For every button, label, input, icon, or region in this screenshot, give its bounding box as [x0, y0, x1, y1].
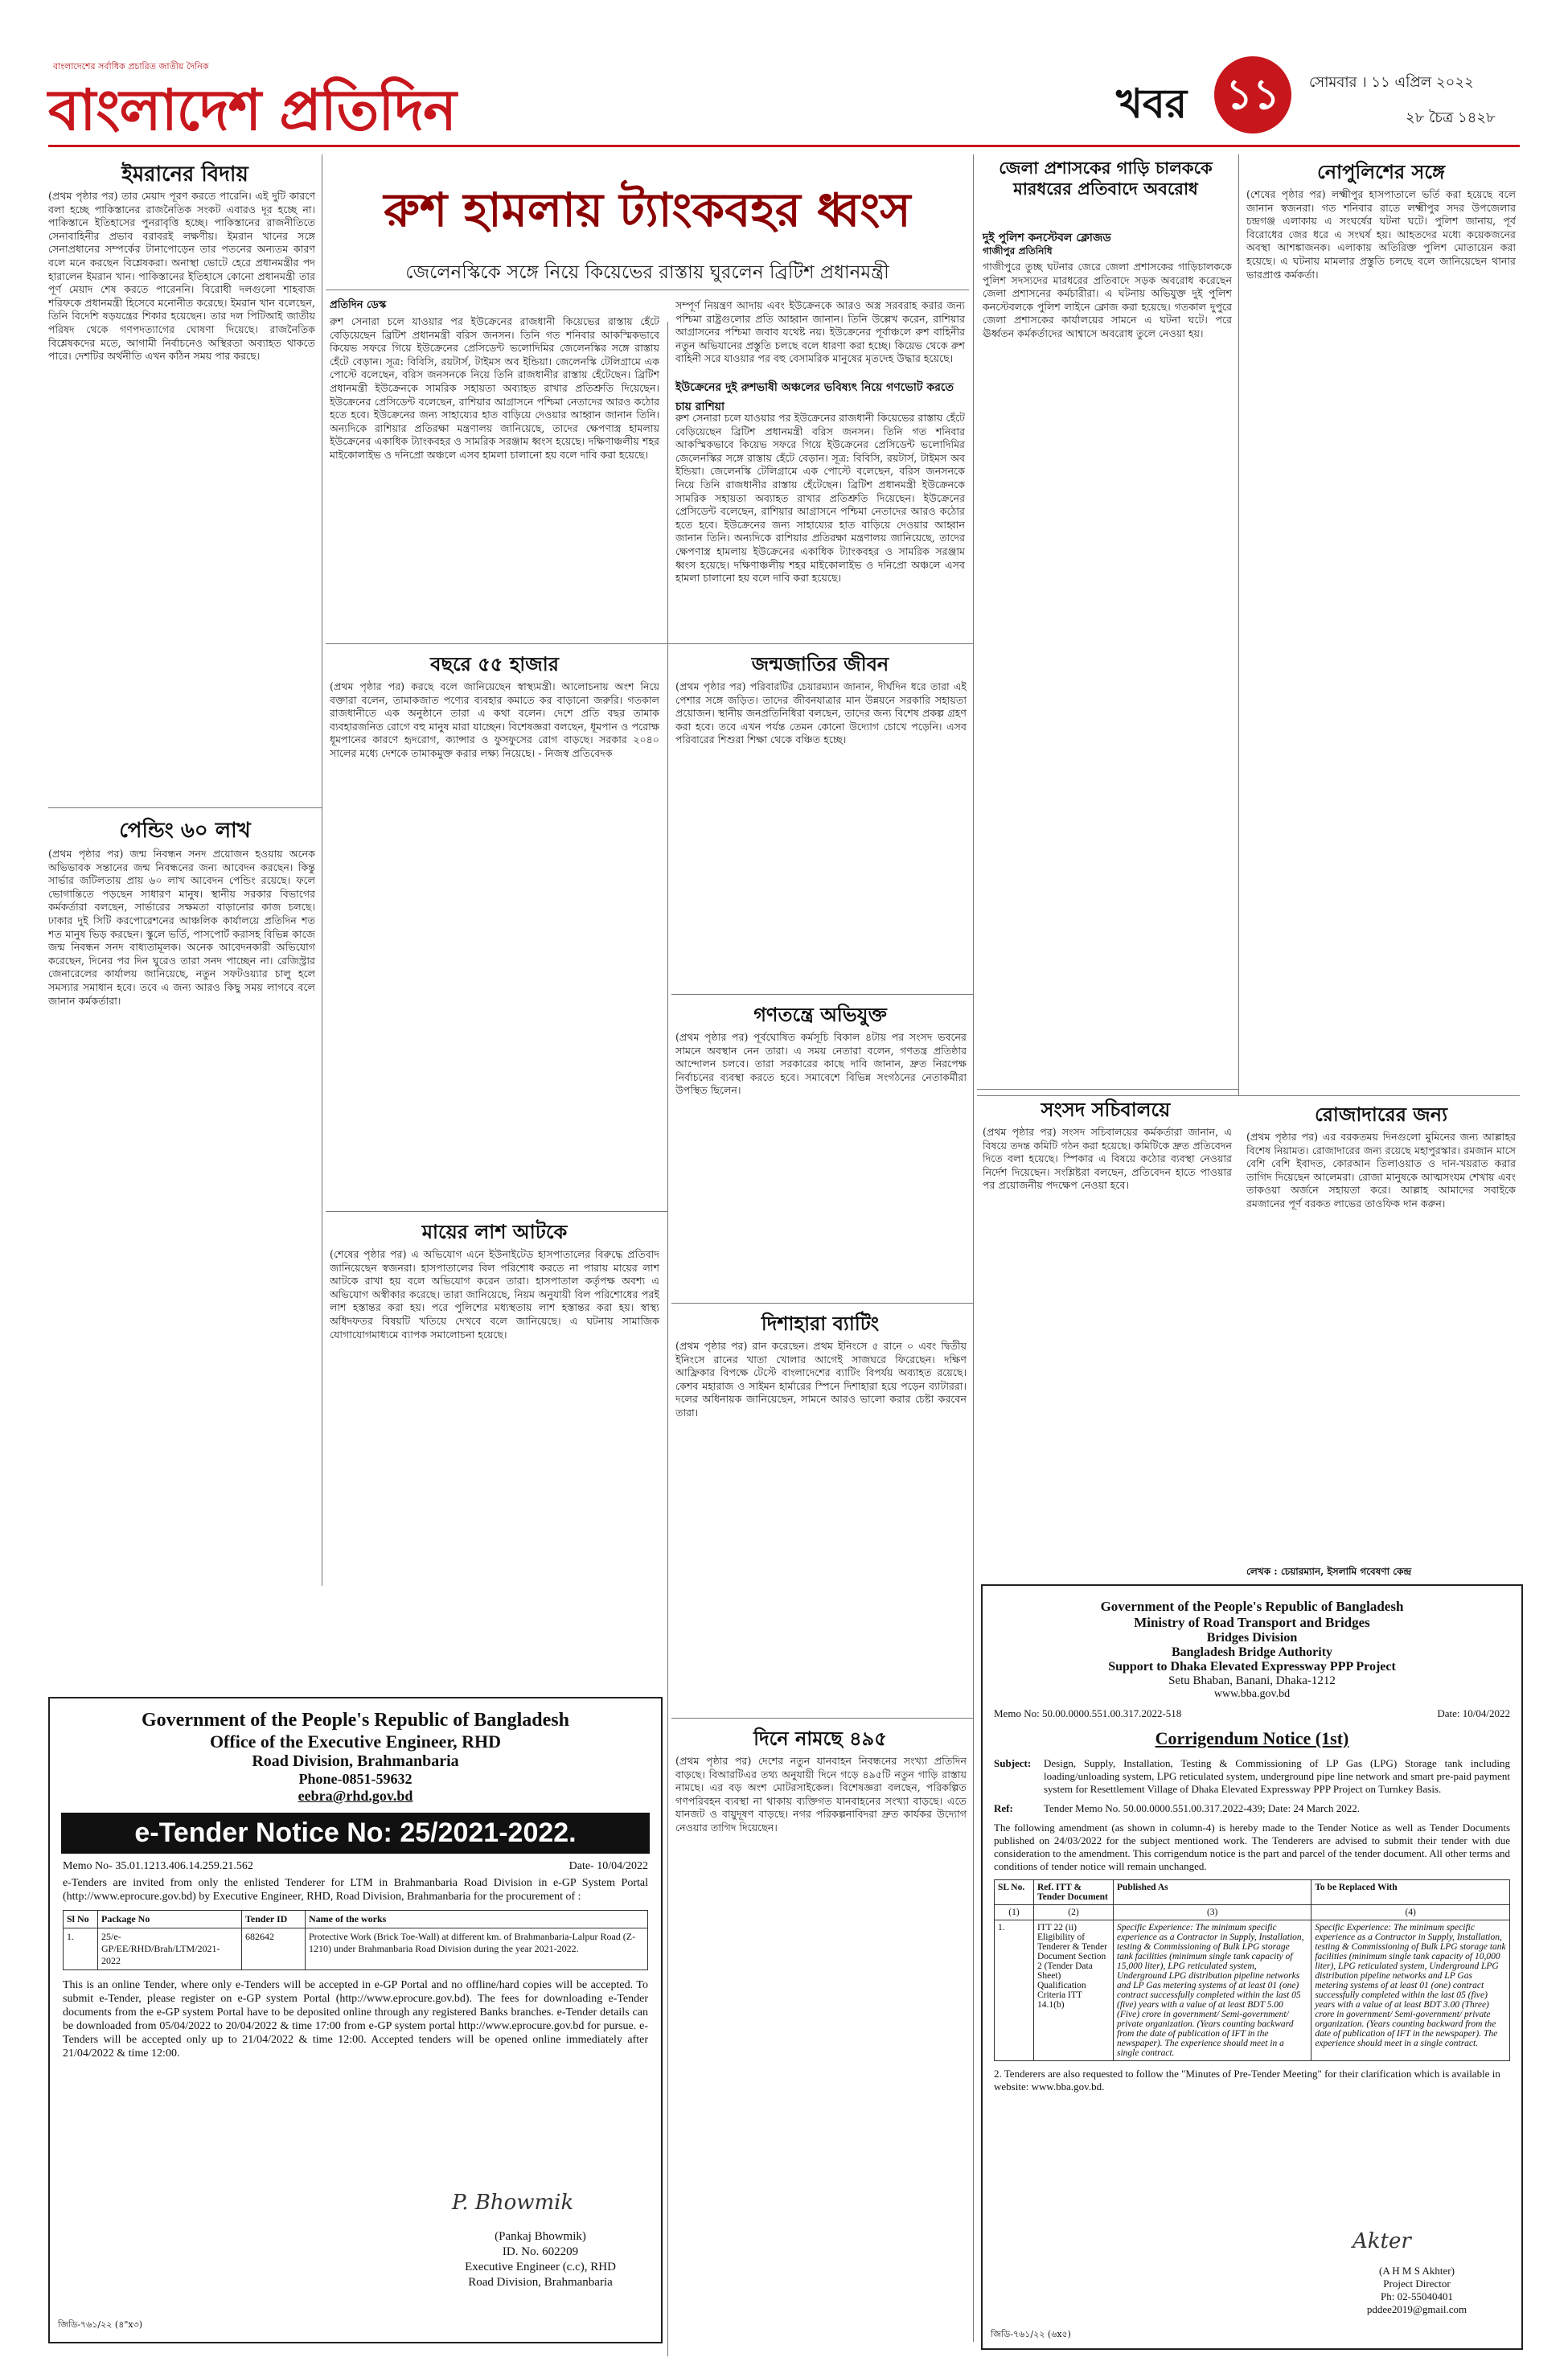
table-header: Tender ID	[242, 1911, 306, 1928]
story-body-dc-driver: গাজীপুরে তুচ্ছ ঘটনার জেরে জেলা প্রশাসকের গাড়িচালককে পুলিশ সদস্যদের মারধরের প্রতিবাদে সড়ক অবরোধ করেছেন জেলা প্রশাসনের কর্মচারীরা। এ ঘটনায় অভিযুক্ত দুই পুলিশ কনস্টেবলকে পুলিশ লাইনে ক্লোজ করা হয়েছে। গতকাল দুপুরে জেলা প্রশাসকের কার্যালয়ের সামনে এ ঘটনা ঘটে। পরে ঊর্ধ্বতন কর্মকর্তাদের আশ্বাসে অবরোধ তুলে নেওয়া হয়।	[983, 261, 1232, 339]
table-column-number: (3)	[1114, 1905, 1311, 1920]
main-subheadline: জেলেনস্কিকে সঙ্গে নিয়ে কিয়েভের রাস্তায় ঘুরলেন ব্রিটিশ প্রধানমন্ত্রী	[405, 262, 889, 283]
header-rule	[48, 145, 1520, 147]
section-name: খবর	[1116, 80, 1188, 127]
story-divider	[977, 1095, 1520, 1096]
memo-number: Memo No- 35.01.1213.406.14.259.21.562	[63, 1860, 253, 1872]
table-cell: 25/e-GP/EE/RHD/Brah/LTM/2021-2022	[98, 1928, 242, 1970]
ad-govt-line: Government of the People's Republic of Bangladesh	[1100, 1599, 1404, 1614]
story-divider	[326, 1211, 667, 1212]
ad-email: eebra@rhd.gov.bd	[298, 1788, 413, 1804]
signer-title: Project Director	[1383, 2277, 1451, 2290]
ad-phone: Phone-0851-59632	[298, 1771, 413, 1787]
story-title-mother-body: মায়ের লাশ আটকে	[421, 1221, 568, 1243]
table-header: Ref. ITT & Tender Document	[1034, 1880, 1114, 1905]
main-story-body-2: রুশ সেনারা চলে যাওয়ার পর ইউক্রেনের রাজধানী কিয়েভের রাস্তায় হেঁটে বেড়িয়েছেন ব্রিটিশ প্রধানমন্ত্রী বরিস জনসন। তিনি গত শনিবার আকস্মিকভাবে কিয়েভ সফরে গিয়ে ইউক্রেনের প্রেসিডেন্ট ভলোদিমির জেলেনস্কির সঙ্গে রাস্তায় হেঁটে বেড়ান। সূত্র: বিবিসি, রয়টার্স, টাইমস অব ইন্ডিয়া। জেলেনস্কি টেলিগ্রামে এক পোস্টে বলেছেন, বরিস জনসনকে নিয়ে তিনি রাজধানীর রাস্তায় হেঁটেছেন। ব্রিটিশ প্রধানমন্ত্রী ইউক্রেনকে সামরিক সহায়তা অব্যাহত রাখার প্রতিশ্রুতি দিয়েছেন। ইউক্রেনের প্রেসিডেন্ট বলেছেন, রাশিয়ার আগ্রাসনে পশ্চিমা নেতাদের আরও কঠোর হতে হবে। ইউক্রেনের জন্য সাহায্যের হাত বাড়িয়ে দেওয়ার আহ্বান জানান তিনি। অন্যদিকে রাশিয়ার প্রতিরক্ষা মন্ত্রণালয় জানিয়েছে, তাদের ক্ষেপণাস্ত্র হামলায় ইউক্রেনের একাধিক ট্যাংকবহর ও সামরিক সরঞ্জাম ধ্বংস হয়েছে। দক্ষিণাঞ্চলীয় শহর মাইকোলাইভ ও দনিপ্রো অঞ্চলে এসব হামলা চালানো হয় বলে দাবি করা হয়েছে।	[675, 412, 965, 585]
ref-label: Ref:	[994, 1802, 1013, 1814]
story-body-mother-body: (শেষের পৃষ্ঠার পর) এ অভিযোগ এনে ইউনাইটেড হাসপাতালের বিরুদ্ধে প্রতিবাদ জানিয়েছেন স্বজনরা। হাসপাতালের বিল পরিশোধ করতে না পারায় মায়ের লাশ আটকে রাখা হয় বলে অভিযোগ করেন তারা। হাসপাতাল কর্তৃপক্ষ অবশ্য এ অভিযোগ অস্বীকার করেছে। তারা জানিয়েছে, নিয়ম অনুযায়ী বিল পরিশোধের পরই লাশ হস্তান্তর করা হয়। পরে পুলিশের মধ্যস্থতায় লাশ হস্তান্তর করা হয়। স্বাস্থ্য অধিদফতর বিষয়টি খতিয়ে দেখবে বলে জানিয়েছে। এ ঘটনায় সামাজিক যোগাযোগমাধ্যমে ব্যাপক সমালোচনা হয়েছে।	[330, 1248, 659, 1341]
ad-govt-line: Government of the People's Republic of Bangladesh	[142, 1710, 569, 1731]
story-divider	[326, 643, 973, 644]
memo-date: Date: 10/04/2022	[1437, 1707, 1510, 1719]
ref-text: Tender Memo No. 50.00.0000.551.00.317.2022-439; Date: 24 March 2022.	[1044, 1802, 1361, 1814]
table-column-number: (2)	[1034, 1905, 1114, 1920]
signer-phone: Ph: 02-55040401	[1381, 2290, 1453, 2302]
story-title-democracy: গণতন্ত্রে অভিযুক্ত	[753, 1004, 887, 1026]
table-header: To be Replaced With	[1311, 1880, 1510, 1905]
memo-date: Date- 10/04/2022	[569, 1860, 648, 1872]
ad-authority-line: Bangladesh Bridge Authority	[1171, 1645, 1333, 1659]
main-byline: প্রতিদিন ডেস্ক	[330, 299, 387, 311]
page-number-badge: ১১	[1214, 56, 1291, 133]
story-title-dc-driver: জেলা প্রশাসকের গাড়ি চালককে মারধরের প্রতিবাদে অবরোধ	[999, 158, 1213, 199]
story-title-batting: দিশাহারা ব্যাটিং	[761, 1312, 880, 1335]
tender-footer-text: This is an online Tender, where only e-Tenders will be accepted in e-GP Portal and no offline/hard copies will be accepted. To submit e-Tender, please register on e-GP system Portal (http://www.eprocure.gov.bd). The fees for downloading e-Tender documents from the e-GP system Portal have to be deposited online through any registered Banks branches. e-Tender details can be downloaded from 05/04/2022 to 20/04/2022 & time 17:00 from e-GP system portal http://www.eprocure.gov.bd for pursue. e-Tenders will be accepted only up to 21/04/2022 & time 12:00. Accepted tenders will be opened online immediately after 21/04/2022 & time 12:00.	[63, 1979, 648, 2060]
signer-title: Executive Engineer (c.c), RHD	[465, 2261, 616, 2273]
ad-office-line: Office of the Executive Engineer, RHD	[209, 1731, 502, 1752]
story-body-imran: (প্রথম পৃষ্ঠার পর) তার মেয়াদ পূরণ করতে পারেনি। এই দুটি কারণে বলা হচ্ছে পাকিস্তানের রাজনৈতিক সংকট এবারও দূর হচ্ছে না। পাকিস্তানে ইতিহাসের পুনরাবৃত্তি হচ্ছে। পাকিস্তানের রাজনীতিতে সেনাবাহিনীর প্রভাব বরাবরই লক্ষণীয়। ইমরান খানের সঙ্গে সেনাপ্রধানের সম্পর্কের টানাপোড়েন তার পতনের অন্যতম কারণ বলে মনে করছেন বিশ্লেষকরা। অনাস্থা ভোটে হেরে প্রধানমন্ত্রীর পদ হারালেন ইমরান খান। পাকিস্তানের ইতিহাসে কোনো প্রধানমন্ত্রী তার পূর্ণ মেয়াদ শেষ করতে পারেননি। বিরোধী দলগুলো শাহবাজ শরিফকে প্রধানমন্ত্রী হিসেবে মনোনীত করেছে। ইমরান খান বলেছেন, তিনি বিদেশি ষড়যন্ত্রের শিকার হয়েছেন। তার দল পিটিআই জাতীয় পরিষদ থেকে গণপদত্যাগের ঘোষণা দিয়েছে। রাজনৈতিক বিশ্লেষকদের মতে, আগামী নির্বাচনেও অস্থিরতা অব্যাহত থাকতে পারে। দেশটির অর্থনীতি এখন কঠিন সময় পার করছে।	[48, 190, 315, 363]
ad-division-line: Bridges Division	[1206, 1631, 1298, 1645]
story-title-55-thousand: বছরে ৫৫ হাজার	[430, 653, 559, 676]
table-cell: Specific Experience: The minimum specific experience as a Contractor in Supply, Installation, testing & Commissioning of Bulk LPG storage tank facilities (minimum single tank capacity of 10,000 liter), LPG reticulated system, Underground LPG distribution pipeline networks and LP Gas metering systems of at least 01 (one) contract successfully completed within the last 05 (five) years with a value of at least BDT 3.00 (Three) crore in government/ Semi-government/ private organization. (Years counting backward from the date of publication of IFT in the newspaper). The experience should meet in a single contract.	[1311, 1920, 1510, 2061]
story-title-fasting: রোজাদারের জন্য	[1314, 1103, 1448, 1126]
story-body-pending: (প্রথম পৃষ্ঠার পর) জন্ম নিবন্ধন সনদ প্রয়োজন হওয়ায় অনেক অভিভাবক সন্তানের জন্ম নিবন্ধনের জন্য আবেদন করছেন। কিন্তু সার্ভার জটিলতায় প্রায় ৬০ লাখ আবেদন পেন্ডিং রয়েছে। ফলে ভোগান্তিতে পড়ছেন সাধারণ মানুষ। স্থানীয় সরকার বিভাগের কর্মকর্তারা বলছেন, সার্ভারের সক্ষমতা বাড়ানোর কাজ চলছে। ঢাকার দুই সিটি করপোরেশনের আঞ্চলিক কার্যালয়ে প্রতিদিন শত শত মানুষ ভিড় করছেন। স্কুলে ভর্তি, পাসপোর্ট করাসহ বিভিন্ন কাজে জন্ম নিবন্ধন সনদ বাধ্যতামূলক। অনেক আবেদনকারী অভিযোগ করেছেন, দিনের পর দিন ঘুরেও তারা সনদ পাচ্ছেন না। রেজিস্ট্রার জেনারেলের কার্যালয় জানিয়েছে, নতুন সফটওয়্যার চালু হলে সমস্যার সমাধান হবে। তবে এ জন্য আরও কিছু সময় লাগবে বলে জানান কর্মকর্তারা।	[48, 848, 315, 1007]
story-subtitle-dc-driver: দুই পুলিশ কনস্টেবল ক্লোজড	[983, 232, 1111, 244]
ad-project-line: Support to Dhaka Elevated Expressway PPP Project	[1108, 1660, 1396, 1674]
memo-number: Memo No: 50.00.0000.551.00.317.2022-518	[994, 1707, 1182, 1719]
story-title-police-clash: নোপুলিশের সঙ্গে	[1317, 161, 1445, 183]
corrigendum-title: Corrigendum Notice (1st)	[1155, 1728, 1349, 1748]
masthead-tagline: বাংলাদেশের সর্বাধিক প্রচারিত জাতীয় দৈনিক	[53, 61, 209, 72]
date-line-gregorian: সোমবার । ১১ এপ্রিল ২০২২	[1309, 74, 1474, 91]
ad-address-line: Setu Bhaban, Banani, Dhaka-1212	[1168, 1674, 1336, 1687]
tender-notice-title: e-Tender Notice No: 25/2021-2022.	[61, 1813, 650, 1854]
story-body-tribal-life: (প্রথম পৃষ্ঠার পর) পরিবারটির চেয়ারম্যান জানান, দীর্ঘদিন ধরে তারা এই পেশার সঙ্গে জড়িত। তাদের জীবনযাত্রার মান উন্নয়নে সরকারি সহায়তা প্রয়োজন। স্থানীয় জনপ্রতিনিধিরা বলছেন, তাদের জন্য বিশেষ প্রকল্প গ্রহণ করা হবে। তবে এখন পর্যন্ত তেমন কোনো উদ্যোগ চোখে পড়েনি। এসব পরিবারের শিশুরা শিক্ষা থেকে বঞ্চিত হচ্ছে।	[675, 680, 967, 746]
author-credit: লেখক : চেয়ারম্যান, ইসলামি গবেষণা কেন্দ্র	[1246, 1566, 1412, 1577]
table-cell: 1.	[64, 1928, 98, 1970]
column-divider	[1238, 154, 1239, 1095]
table-cell: Protective Work (Brick Toe-Wall) at different km. of Brahmanbaria-Lalpur Road (Z-1210) under Brahmanbaria Road Division during the year 2021-2022.	[306, 1928, 648, 1970]
signer-name: (Pankaj Bhowmik)	[495, 2230, 586, 2243]
main-headline: রুশ হামলায় ট্যাংকবহর ধ্বংস	[384, 183, 911, 237]
story-location-dc-driver: গাজীপুর প্রতিনিধি	[983, 245, 1053, 257]
table-cell: 682642	[242, 1928, 306, 1970]
table-header: Sl No	[64, 1911, 98, 1928]
story-body-parliament: (প্রথম পৃষ্ঠার পর) সংসদ সচিবালয়ের কর্মকর্তারা জানান, এ বিষয়ে তদন্ত কমিটি গঠন করা হয়েছে। কমিটিকে দ্রুত প্রতিবেদন দিতে বলা হয়েছে। স্পিকার এ বিষয়ে কঠোর ব্যবস্থা নেওয়ার নির্দেশ দিয়েছেন। সংশ্লিষ্টরা বলছেন, প্রতিবেদন হাতে পাওয়ার পর প্রয়োজনীয় পদক্ষেপ নেওয়া হবে।	[983, 1126, 1232, 1192]
date-line-bengali: ২৮ চৈত্র ১৪২৮	[1406, 109, 1496, 126]
tender-table	[63, 1910, 648, 1970]
newspaper-logo: বাংলাদেশ প্রতিদিন	[48, 77, 456, 143]
column-divider	[667, 322, 668, 2356]
ad-division-line: Road Division, Brahmanbaria	[252, 1752, 459, 1770]
main-story-subhead: ইউক্রেনের দুই রুশভাষী অঞ্চলের ভবিষ্যৎ নিয়ে গণভোট করতে চায় রাশিয়া	[675, 381, 954, 413]
story-body-55-thousand: (প্রথম পৃষ্ঠার পর) করছে বলে জানিয়েছেন স্বাস্থ্যমন্ত্রী। আলোচনায় অংশ নিয়ে বক্তারা বলেন, তামাকজাত পণ্যের ব্যবহার কমাতে কর বাড়ানো জরুরি। গতকাল রাজধানীতে এক অনুষ্ঠানে তারা এ কথা বলেন। দেশে প্রতি বছর তামাক ব্যবহারজনিত রোগে বহু মানুষ মারা যাচ্ছেন। বিশেষজ্ঞরা বলছেন, ধূমপান ও পরোক্ষ ধূমপানের কারণে হৃদরোগ, ক্যান্সার ও ফুসফুসের রোগ বাড়ছে। সরকার ২০৪০ সালের মধ্যে দেশকে তামাকমুক্ত করার লক্ষ্য নিয়েছে। - নিজস্ব প্রতিবেদক	[330, 680, 659, 759]
story-body-vehicles: (প্রথম পৃষ্ঠার পর) দেশের নতুন যানবাহন নিবন্ধনের সংখ্যা প্রতিদিন বাড়ছে। বিআরটিএর তথ্য অনুযায়ী দিনে গড়ে ৪৯৫টি নতুন গাড়ি রাস্তায় নামছে। এর বড় অংশ মোটরসাইকেল। বিশেষজ্ঞরা বলছেন, পরিকল্পিত গণপরিবহন ব্যবস্থা না থাকায় ব্যক্তিগত যানবাহনের সংখ্যা বাড়ছে। এতে যানজট ও বায়ুদূষণ বাড়ছে। নগর পরিকল্পনাবিদরা দ্রুত কার্যকর উদ্যোগ নেওয়ার তাগিদ দিয়েছেন।	[675, 1755, 967, 1834]
story-body-democracy: (প্রথম পৃষ্ঠার পর) পূর্বঘোষিত কর্মসূচি বিকাল ৪টায় পর সংসদ ভবনের সামনে অবস্থান নেন তারা। এ সময় নেতারা বলেন, গণতন্ত্র প্রতিষ্ঠার আন্দোলন চলবে। তারা সরকারের কাছে দাবি জানান, দ্রুত নিরপেক্ষ নির্বাচনের ব্যবস্থা করতে হবে। সমাবেশে বিভিন্ন সংগঠনের নেতাকর্মীরা উপস্থিত ছিলেন।	[675, 1031, 967, 1097]
gd-code: জিডি-৭৬১/২২ (৬x৫)	[991, 2329, 1071, 2339]
subject-label: Subject:	[994, 1757, 1032, 1769]
story-body-police-clash: (শেষের পৃষ্ঠার পর) লক্ষ্মীপুর হাসপাতালে ভর্তি করা হয়েছে বলে জানান স্বজনরা। গত শনিবার রাতে লক্ষ্মীপুর সদর উপজেলার চন্দ্রগঞ্জ এলাকায় এ সংঘর্ষের ঘটনা ঘটে। পুলিশ জানায়, পূর্ব বিরোধের জের ধরে এ সংঘর্ষ হয়। আহতদের মধ্যে কয়েকজনের অবস্থা আশঙ্কাজনক। এলাকায় অতিরিক্ত পুলিশ মোতায়েন করা হয়েছে। এ ঘটনায় মামলার প্রস্তুতি চলছে বলে জানিয়েছেন থানার ভারপ্রাপ্ত কর্মকর্তা।	[1246, 188, 1516, 281]
main-story-body: রুশ সেনারা চলে যাওয়ার পর ইউক্রেনের রাজধানী কিয়েভের রাস্তায় হেঁটে বেড়িয়েছেন ব্রিটিশ প্রধানমন্ত্রী বরিস জনসন। তিনি গত শনিবার আকস্মিকভাবে কিয়েভ সফরে গিয়ে ইউক্রেনের প্রেসিডেন্ট ভলোদিমির জেলেনস্কির সঙ্গে রাস্তায় হেঁটে বেড়ান। সূত্র: বিবিসি, রয়টার্স, টাইমস অব ইন্ডিয়া। জেলেনস্কি টেলিগ্রামে এক পোস্টে বলেছেন, বরিস জনসনকে নিয়ে তিনি রাজধানীর রাস্তায় হেঁটেছেন। ব্রিটিশ প্রধানমন্ত্রী ইউক্রেনকে সামরিক সহায়তা অব্যাহত রাখার প্রতিশ্রুতি দিয়েছেন। ইউক্রেনের প্রেসিডেন্ট বলেছেন, রাশিয়ার আগ্রাসনে পশ্চিমা নেতাদের আরও কঠোর হতে হবে। ইউক্রেনের জন্য সাহায্যের হাত বাড়িয়ে দেওয়ার আহ্বান জানান তিনি। অন্যদিকে রাশিয়ার প্রতিরক্ষা মন্ত্রণালয় জানিয়েছে, তাদের ক্ষেপণাস্ত্র হামলায় ইউক্রেনের একাধিক ট্যাংকবহর ও সামরিক সরঞ্জাম ধ্বংস হয়েছে। দক্ষিণাঞ্চলীয় শহর মাইকোলাইভ ও দনিপ্রো অঞ্চলে এসব হামলা চালানো হয় বলে দাবি করা হয়েছে।	[330, 315, 659, 461]
table-cell: 1.	[995, 1920, 1034, 2061]
signature: P. Bhowmik	[452, 2191, 574, 2215]
ad-website: www.bba.gov.bd	[1213, 1688, 1291, 1700]
main-story-continuation: সম্পূর্ণ নিয়ন্ত্রণ আদায় এবং ইউক্রেনকে আরও অস্ত্র সরবরাহ করার জন্য পশ্চিমা রাষ্ট্রগুলোর প্রতি আহ্বান জানান। তিনি উল্লেখ করেন, রাশিয়ার আগ্রাসনের পশ্চিমা জবাব যথেষ্ট নয়। ইউক্রেনের পূর্বাঞ্চলে রুশ বাহিনীর নতুন অভিযানের প্রস্তুতি চলছে বলে ধারণা করা হচ্ছে। কিয়েভ থেকে রুশ বাহিনী সরে যাওয়ার পর বহু বেসামরিক মানুষের মৃতদেহ উদ্ধার হয়েছে।	[675, 299, 965, 365]
story-divider	[977, 1089, 1238, 1090]
signature: Akter	[1353, 2229, 1411, 2253]
story-divider	[671, 1303, 973, 1304]
story-title-tribal-life: জন্মজাতির জীবন	[751, 653, 889, 676]
story-divider	[48, 807, 322, 808]
signer-id: ID. No. 602209	[502, 2245, 579, 2258]
table-header: Name of the works	[306, 1911, 648, 1928]
story-title-parliament: সংসদ সচিবালয়ে	[1041, 1099, 1171, 1121]
corrigendum-table	[994, 1879, 1510, 2061]
table-cell: Specific Experience: The minimum specific experience as a Contractor in Supply, Installation, testing & Commissioning of Bulk LPG storage tank facilities (minimum single tank capacity of 15,000 liter), LPG reticulated system, Underground LPG distribution pipeline networks and LP Gas metering systems of at least 01 (one) contract successfully completed within the last 05 (five) years with a value of at least BDT 5.00 (Five) crore in government/ Semi-government/ private organization. (Years counting backward from the date of publication of IFT in the newspaper). The experience should meet in a single contract.	[1114, 1920, 1311, 2061]
bba-corrigendum-ad	[981, 1584, 1523, 2350]
story-title-vehicles: দিনে নামছে ৪৯৫	[753, 1727, 887, 1750]
story-divider	[671, 994, 973, 995]
gd-code: জিডি-৭৬১/২২ (৪"x৩)	[58, 2319, 143, 2330]
table-column-number: (4)	[1311, 1905, 1510, 1920]
table-header: Published As	[1114, 1880, 1311, 1905]
signer-office: Road Division, Brahmanbaria	[468, 2276, 613, 2289]
story-title-pending: পেন্ডিং ৬০ লাখ	[119, 819, 251, 843]
corrigendum-paragraph: The following amendment (as shown in column-4) is hereby made to the Tender Notice as well as Tender Documents published on 24/03/2022 for the subject mentioned work. The Tenderers are advised to submit their tender with due consideration to the amendment. This corrigendum notice is the part and parcel of the tender document. All other terms and conditions of tender notice will remain unchanged.	[994, 1822, 1510, 1872]
table-column-number: (1)	[995, 1905, 1034, 1920]
column-divider	[973, 154, 974, 2342]
table-header: Package No	[98, 1911, 242, 1928]
story-divider	[671, 1718, 973, 1719]
tender-intro: e-Tenders are invited from only the enlisted Tenderer for LTM in Brahmanbaria Road Division in e-GP System Portal (http://www.eprocure.gov.bd) by Executive Engineer, RHD, Road Division, Brahmanbaria for the procurement of :	[63, 1877, 648, 1903]
ad-ministry-line: Ministry of Road Transport and Bridges	[1134, 1615, 1370, 1630]
table-row	[64, 1928, 648, 1970]
table-cell: ITT 22 (ii) Eligibility of Tenderer & Tender Document Section 2 (Tender Data Sheet) Qualification Criteria ITT 14.1(b)	[1034, 1920, 1114, 2061]
rhd-tender-ad	[48, 1697, 663, 2343]
signer-email: pddee2019@gmail.com	[1366, 2303, 1467, 2315]
table-row	[995, 1920, 1510, 2061]
subject-text: Design, Supply, Installation, Testing & Commissioning of LP Gas (LPG) Storage tank including loading/unloading system, LPG reticulated system, underground pipe line network and smart pre-paid payment system for Resettlement Village of Dhaka Elevated Expressway PPP Project on Turnkey Basis.	[1044, 1757, 1510, 1795]
corrigendum-note: 2. Tenderers are also requested to follow the "Minutes of Pre-Tender Meeting" for their clarification which is available in website: www.bba.gov.bd.	[994, 2068, 1500, 2093]
signer-name: (A H M S Akhter)	[1379, 2265, 1455, 2277]
story-body-fasting: (প্রথম পৃষ্ঠার পর) এর বরকতময় দিনগুলো মুমিনের জন্য আল্লাহর বিশেষ নিয়ামত। রোজাদারের জন্য রয়েছে মহাপুরস্কার। রমজান মাসে বেশি বেশি ইবাদত, কোরআন তিলাওয়াত ও দান-খয়রাত করার তাগিদ দিয়েছেন আলেমরা। রোজা মানুষকে আত্মসংযম শেখায় এবং তাকওয়া অর্জনে সহায়তা করে। আল্লাহ আমাদের সবাইকে রমজানের পূর্ণ বরকত লাভের তাওফিক দান করুন।	[1246, 1131, 1516, 1210]
story-title-imran: ইমরানের বিদায়	[121, 162, 248, 187]
table-header: SL No.	[995, 1880, 1034, 1905]
story-body-batting: (প্রথম পৃষ্ঠার পর) রান করেছেন। প্রথম ইনিংসে ৫ রানে ০ এবং দ্বিতীয় ইনিংসে রানের খাতা খোলার আগেই সাজঘরে ফিরেছেন। দক্ষিণ আফ্রিকার বিপক্ষে টেস্টে বাংলাদেশের ব্যাটিং বিপর্যয় অব্যাহত রয়েছে। কেশব মহারাজ ও সাইমন হার্মারের স্পিনে দিশাহারা হয়ে পড়েন ব্যাটাররা। দলের অধিনায়ক জানিয়েছেন, সামনে আরও ভালো করার চেষ্টা করবেন তারা।	[675, 1340, 967, 1419]
